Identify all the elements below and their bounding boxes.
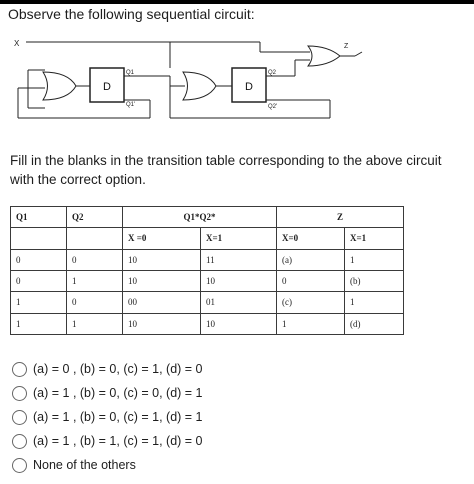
answer-options [12, 357, 203, 477]
ff1-qbar-label: Q1' [126, 102, 136, 108]
cell-z-x0: 0 [277, 270, 345, 291]
ff2-d-label: D [245, 81, 253, 93]
cell-next-x0: 10 [123, 270, 201, 291]
cell-q2: 0 [67, 292, 123, 313]
table-subheader-row [11, 228, 404, 249]
top-border [0, 0, 474, 4]
cell-z-x0: (c) [277, 292, 345, 313]
option-label: (a) = 1 , (b) = 0, (c) = 0, (d) = 1 [33, 386, 203, 400]
cell-next-x1: 10 [201, 313, 277, 334]
table-row [11, 292, 404, 313]
radio-button[interactable] [12, 386, 27, 401]
cell-z-x1: 1 [345, 292, 404, 313]
header-z-x0: X=0 [277, 228, 345, 249]
radio-button[interactable] [12, 362, 27, 377]
sequential-circuit-diagram [10, 30, 380, 142]
cell-next-x0: 10 [123, 313, 201, 334]
cell-q2: 1 [67, 313, 123, 334]
table-row [11, 249, 404, 270]
cell-q1: 1 [11, 292, 67, 313]
prompt-text: Observe the following sequential circuit: [8, 6, 255, 22]
radio-button[interactable] [12, 458, 27, 473]
output-z-label: Z [344, 43, 349, 50]
header-next-x1: X=1 [201, 228, 277, 249]
cell-next-x0: 10 [123, 249, 201, 270]
cell-q1: 0 [11, 249, 67, 270]
cell-z-x1: 1 [345, 249, 404, 270]
ff2-q-label: Q2 [268, 70, 277, 76]
cell-q2: 1 [67, 270, 123, 291]
option-1[interactable] [12, 357, 203, 381]
table-row [11, 270, 404, 291]
cell-z-x1: (d) [345, 313, 404, 334]
question-text: Fill in the blanks in the transition table corresponding to the above circuit with the correct option. [10, 153, 442, 187]
input-x-label: X [14, 39, 20, 48]
cell-q2: 0 [67, 249, 123, 270]
option-5[interactable] [12, 453, 203, 477]
cell-z-x0: 1 [277, 313, 345, 334]
cell-z-x0: (a) [277, 249, 345, 270]
header-z: Z [277, 207, 404, 228]
option-4[interactable] [12, 429, 203, 453]
cell-q1: 0 [11, 270, 67, 291]
radio-button[interactable] [12, 410, 27, 425]
cell-next-x0: 00 [123, 292, 201, 313]
header-blank-q1 [11, 228, 67, 249]
header-q1: Q1 [11, 207, 67, 228]
header-q2: Q2 [67, 207, 123, 228]
cell-next-x1: 01 [201, 292, 277, 313]
option-label: (a) = 1 , (b) = 0, (c) = 1, (d) = 1 [33, 410, 203, 424]
table-row [11, 313, 404, 334]
radio-button[interactable] [12, 434, 27, 449]
option-2[interactable] [12, 381, 203, 405]
cell-q1: 1 [11, 313, 67, 334]
cell-z-x1: (b) [345, 270, 404, 291]
ff2-qbar-label: Q2' [268, 104, 278, 110]
transition-table [10, 206, 404, 335]
option-label: (a) = 1 , (b) = 1, (c) = 1, (d) = 0 [33, 434, 203, 448]
option-label: (a) = 0 , (b) = 0, (c) = 1, (d) = 0 [33, 362, 203, 376]
header-blank-q2 [67, 228, 123, 249]
ff1-d-label: D [103, 81, 111, 93]
header-z-x1: X=1 [345, 228, 404, 249]
ff1-q-label: Q1 [126, 70, 135, 76]
cell-next-x1: 11 [201, 249, 277, 270]
cell-next-x1: 10 [201, 270, 277, 291]
header-next-x0: X =0 [123, 228, 201, 249]
option-3[interactable] [12, 405, 203, 429]
header-next-state: Q1*Q2* [123, 207, 277, 228]
table-header-row [11, 207, 404, 228]
option-label: None of the others [33, 458, 136, 472]
